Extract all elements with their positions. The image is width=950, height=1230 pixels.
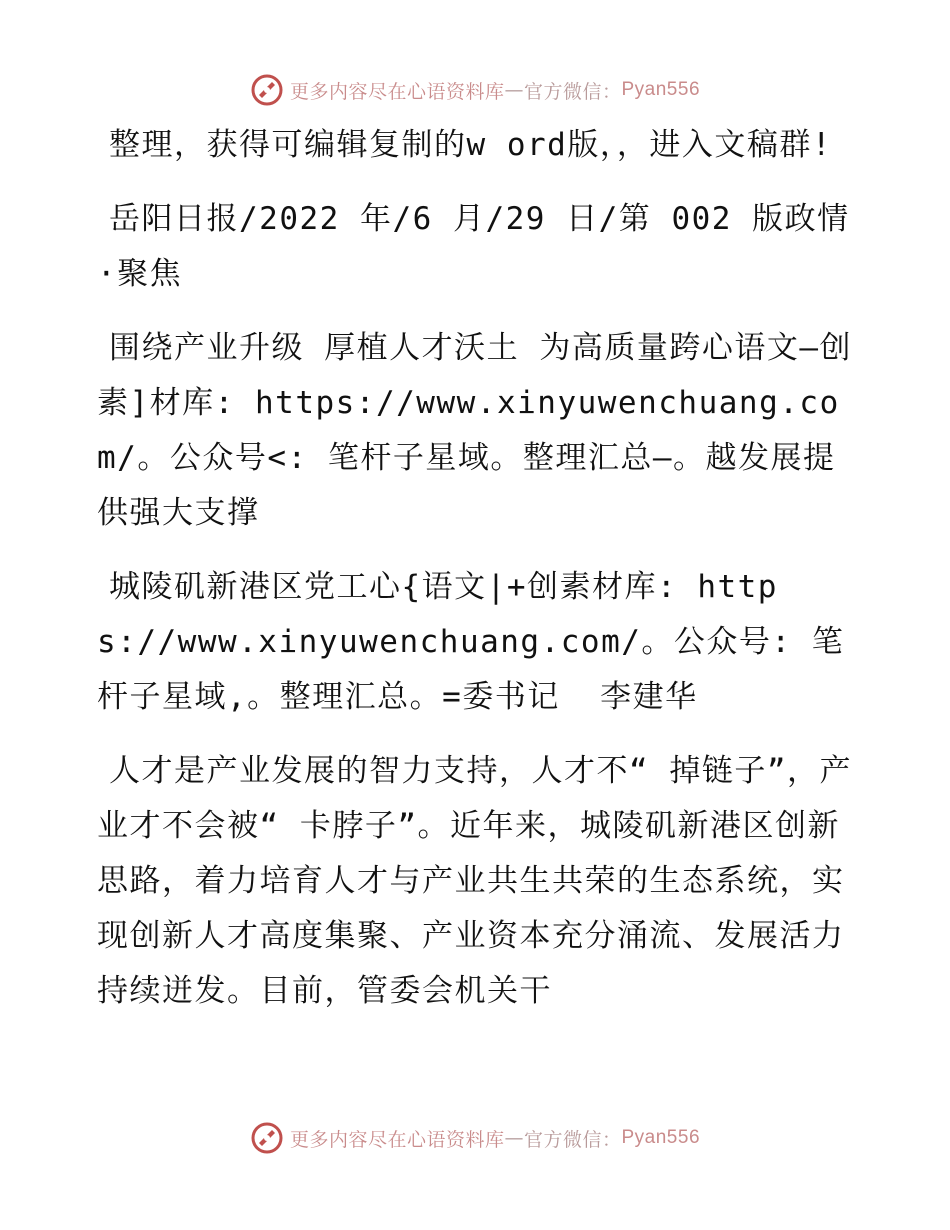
- paragraph: 岳阳日报/2022 年/6 月/29 日/第 002 版政情·聚焦: [97, 201, 850, 292]
- paragraph: 人才是产业发展的智力支持，人才不“ 掉链子”，产业才不会被“ 卡脖子”。近年来，城陵矶新港区创新思路，着力培育人才与产业共生共荣的生态系统，实现创新人才高度集聚、产业资本充分涌流、发展活力持续迸发。目前，管委会机关干: [97, 753, 852, 1009]
- watermark-label: 官方微信：: [523, 80, 622, 103]
- watermark-separator: —: [504, 1127, 524, 1149]
- watermark-header: [0, 70, 950, 110]
- paragraph: 城陵矶新港区党工心{语文|+创素材库: https://www.xinyuwenchuang.com/。公众号: 笔杆子星域,。整理汇总。=委书记 李建华: [97, 569, 845, 715]
- watermark-text: 更多内容尽在心语资料库: [289, 80, 505, 103]
- paragraph: 整理，获得可编辑复制的w ord版，，进入文稿群!: [109, 127, 832, 163]
- brand-logo-icon: [250, 73, 284, 107]
- watermark-footer: [0, 1118, 950, 1158]
- brand-logo-icon: [250, 1121, 284, 1155]
- watermark-separator: —: [504, 79, 524, 101]
- document-body: [97, 118, 857, 1038]
- watermark-text: 更多内容尽在心语资料库: [289, 1128, 505, 1151]
- watermark-label: 官方微信：: [523, 1128, 622, 1151]
- paragraph: 围绕产业升级 厚植人才沃土 为高质量跨心语文—创素]材库: https://www.xinyuwenchuang.com/。公众号<: 笔杆子星域。整理汇总—。越发展提供强大支撑: [97, 330, 852, 531]
- watermark-id: Pyan556: [621, 1127, 701, 1148]
- watermark-id: Pyan556: [621, 79, 701, 100]
